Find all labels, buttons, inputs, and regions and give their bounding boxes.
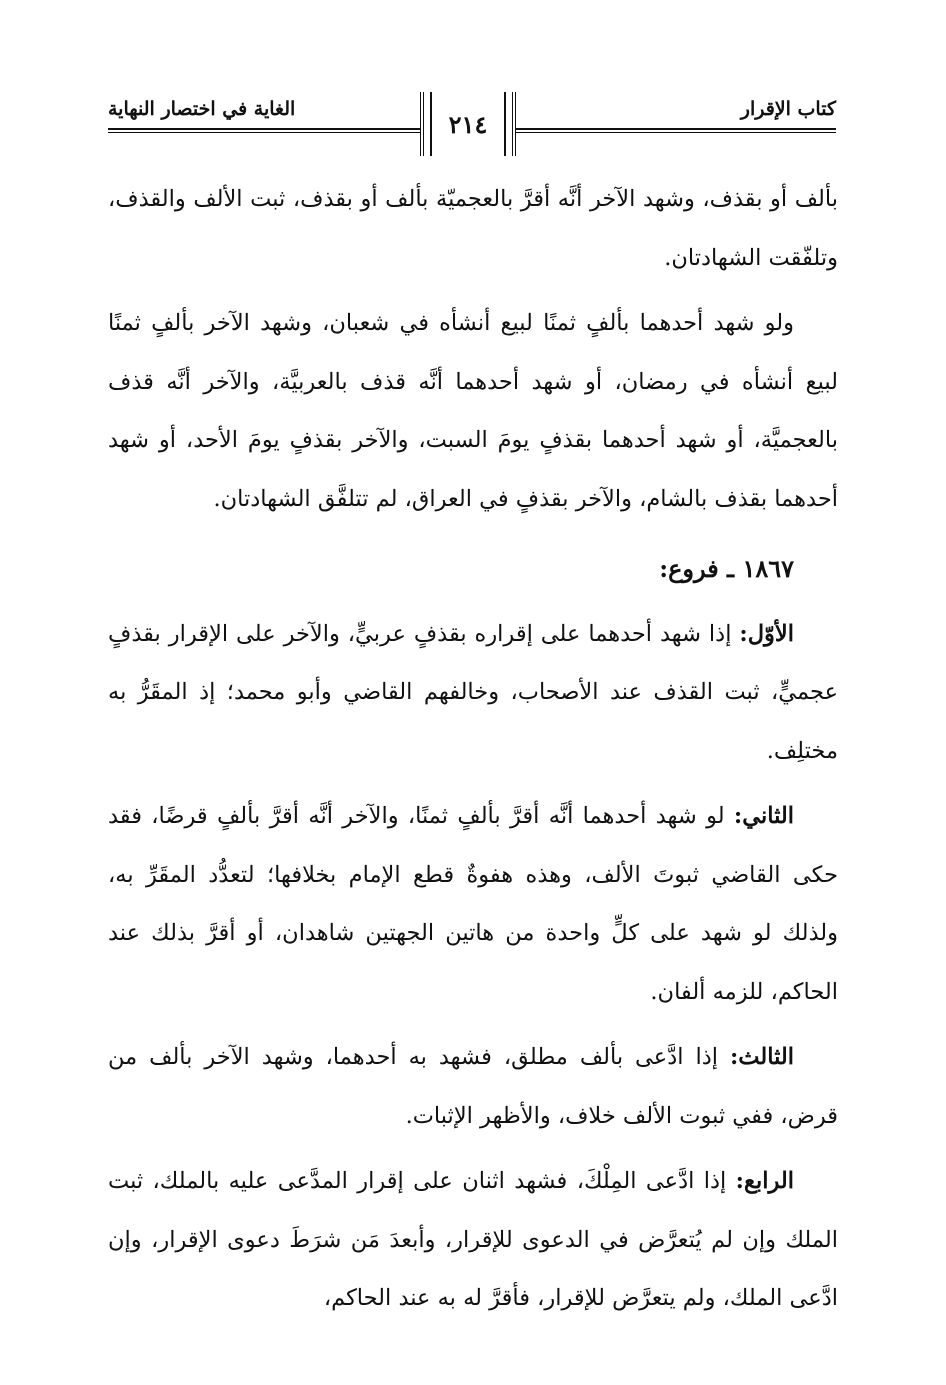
branch-lead: الرابع: xyxy=(735,1168,794,1194)
running-header xyxy=(108,88,836,158)
page-body xyxy=(108,170,838,1335)
page-number: ٢١٤ xyxy=(448,110,488,139)
branch-text: إذا ادَّعى بألف مطلق، فشهد به أحدهما، وشهد الآخر بألف من قرض، ففي ثبوت الألف خلاف، والأظهر الإثبات. xyxy=(108,1044,838,1129)
paragraph-continuation xyxy=(108,170,838,287)
branch-lead: الثالث: xyxy=(729,1044,794,1070)
paragraph-text: بألف أو بقذف، وشهد الآخر أنَّه أقرَّ بالعجميّة بألف أو بقذف، ثبت الألف والقذف، وتلفّقت الشهادتان. xyxy=(108,186,838,271)
branch-lead: الثاني: xyxy=(733,803,794,829)
chapter-title: كتاب الإقرار xyxy=(740,98,836,120)
paragraph xyxy=(108,294,838,528)
page-number-frame xyxy=(420,92,516,156)
branch-paragraph xyxy=(108,787,838,1021)
branch-paragraph xyxy=(108,1028,838,1145)
branch-paragraph xyxy=(108,605,838,781)
branch-text: إذا ادَّعى المِلْكَ، فشهد اثنان على إقرار المدَّعى عليه بالملك، ثبت الملك وإن لم يُتعرَّض في الدعوى للإقرار، وأبعدَ مَن شرَطَ دعوى الإقرار، وإن ادَّعى الملك، ولم يتعرَّض للإقرار، فأقرَّ له به عند الحاكم، xyxy=(108,1168,838,1311)
section-heading: ١٨٦٧ ـ فروع: xyxy=(659,554,794,583)
paragraph-text: ولو شهد أحدهما بألفٍ ثمنًا لبيع أنشأه في شعبان، وشهد الآخر بألفٍ ثمنًا لبيع أنشأه في رمضان، أو شهد أحدهما أنَّه قذف بالعربيَّة، والآخر أنَّه قذف بالعجميَّة، أو شهد أحدهما بقذفٍ يومَ السبت، والآخر بقذفٍ يومَ الأحد، أو شهد أحدهما بقذف بالشام، والآخر بقذفٍ في العراق، لم تتلفَّق الشهادتان. xyxy=(108,310,838,512)
branch-text: لو شهد أحدهما أنَّه أقرَّ بألفٍ ثمنًا، والآخر أنَّه أقرَّ بألفٍ قرضًا، فقد حكى القاضي ثبوتَ الألف، وهذه هفوةٌ قطع الإمام بخلافها؛ لتعدُّد المقَرِّ به، ولذلك لو شهد على كلٍّ واحدة من هاتين الجهتين شاهدان، أو أقرَّ بذلك عند الحاكم، للزمه ألفان. xyxy=(108,803,838,1005)
branch-text: إذا شهد أحدهما على إقراره بقذفٍ عربيٍّ، والآخر على الإقرار بقذفٍ عجميٍّ، ثبت القذف عند الأصحاب، وخالفهم القاضي وأبو محمد؛ إذ المقَرُّ به مختلِف. xyxy=(108,620,838,764)
branch-lead: الأوّل: xyxy=(739,620,794,647)
book-title: الغاية في اختصار النهاية xyxy=(108,98,296,120)
branch-paragraph xyxy=(108,1152,838,1328)
